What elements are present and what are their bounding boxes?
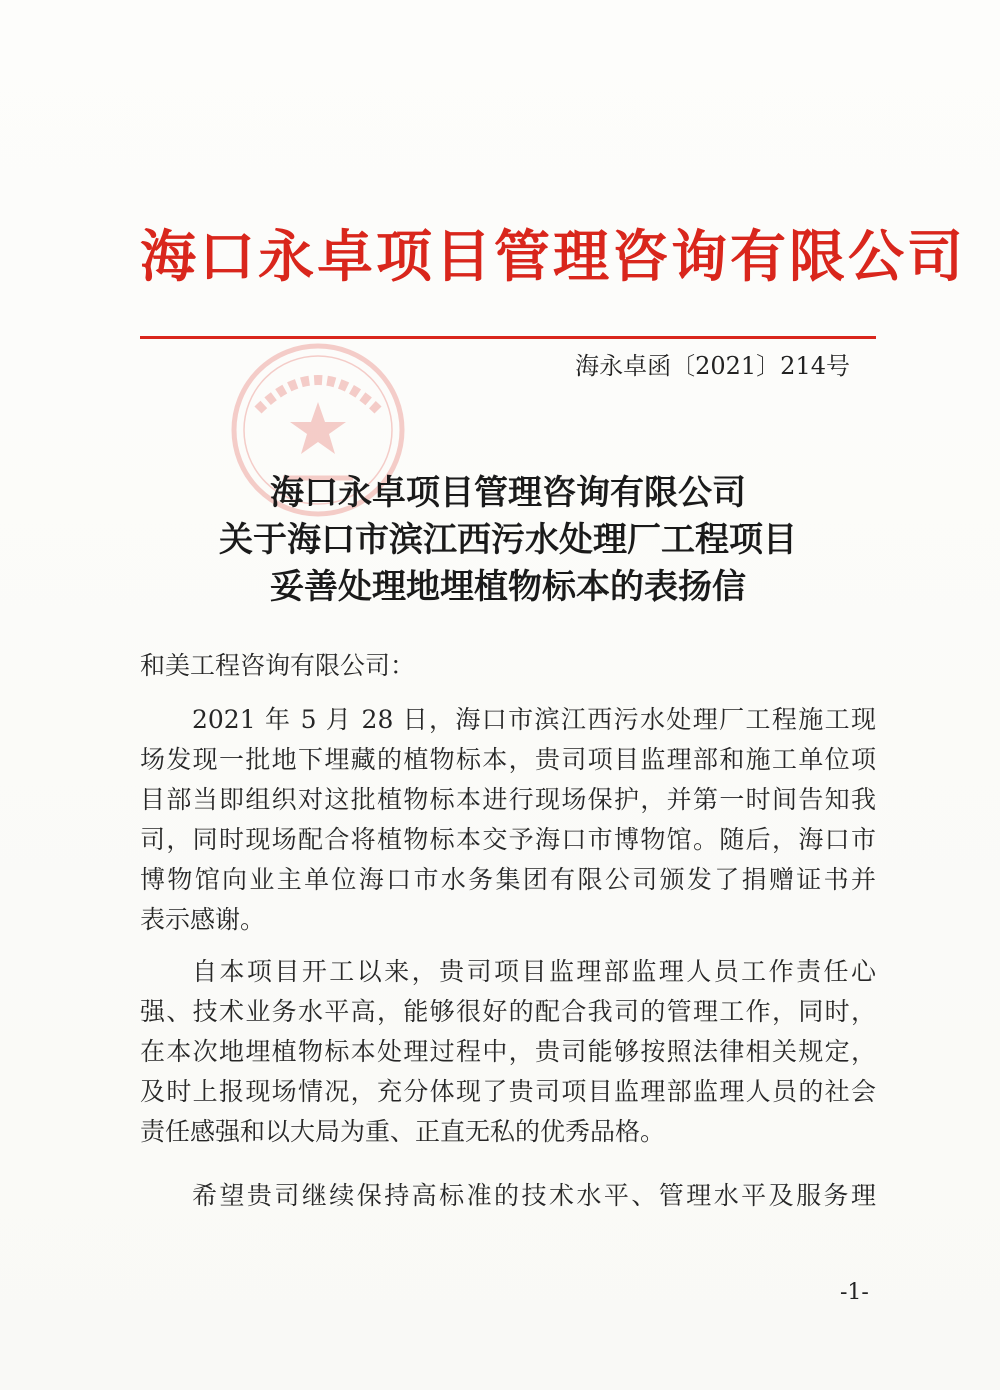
paragraph-line: 强、技术业务水平高，能够很好的配合我司的管理工作，同时， [140, 997, 876, 1026]
paragraph-3 [140, 1176, 876, 1216]
salutation: 和美工程咨询有限公司： [140, 651, 416, 680]
letterhead-red-rule [140, 336, 876, 339]
paragraph-line: 希望贵司继续保持高标准的技术水平、管理水平及服务理 [192, 1181, 876, 1210]
paragraph-line: 及时上报现场情况，充分体现了贵司项目监理部监理人员的社会 [140, 1077, 876, 1106]
letter-title [140, 470, 876, 611]
document-number: 海永卓函〔2021〕214号 [575, 352, 850, 380]
title-line-1: 海口永卓项目管理咨询有限公司 [270, 473, 746, 513]
paragraph-line: 表示感谢。 [140, 905, 266, 934]
paragraph-line: 2021 年 5 月 28 日，海口市滨江西污水处理厂工程施工现 [192, 705, 876, 734]
paragraph-line: 博物馆向业主单位海口市水务集团有限公司颁发了捐赠证书并 [140, 865, 876, 894]
paragraph-line: 在本次地埋植物标本处理过程中，贵司能够按照法律相关规定， [140, 1037, 876, 1066]
paragraph-line: 场发现一批地下埋藏的植物标本，贵司项目监理部和施工单位项 [140, 745, 876, 774]
letterhead-company-name: 海口永卓项目管理咨询有限公司 [140, 225, 966, 290]
paragraph-line: 自本项目开工以来，贵司项目监理部监理人员工作责任心 [192, 957, 876, 986]
paragraph-line: 目部当即组织对这批植物标本进行现场保护，并第一时间告知我 [140, 785, 876, 814]
paragraph-1 [140, 700, 876, 940]
title-line-2: 关于海口市滨江西污水处理厂工程项目 [219, 520, 797, 560]
title-line-3: 妥善处理地埋植物标本的表扬信 [270, 567, 746, 607]
paragraph-2 [140, 952, 876, 1152]
paragraph-line: 司，同时现场配合将植物标本交予海口市博物馆。随后，海口市 [140, 825, 876, 854]
page-number: -1- [840, 1280, 869, 1305]
paragraph-line: 责任感强和以大局为重、正直无私的优秀品格。 [140, 1117, 666, 1146]
